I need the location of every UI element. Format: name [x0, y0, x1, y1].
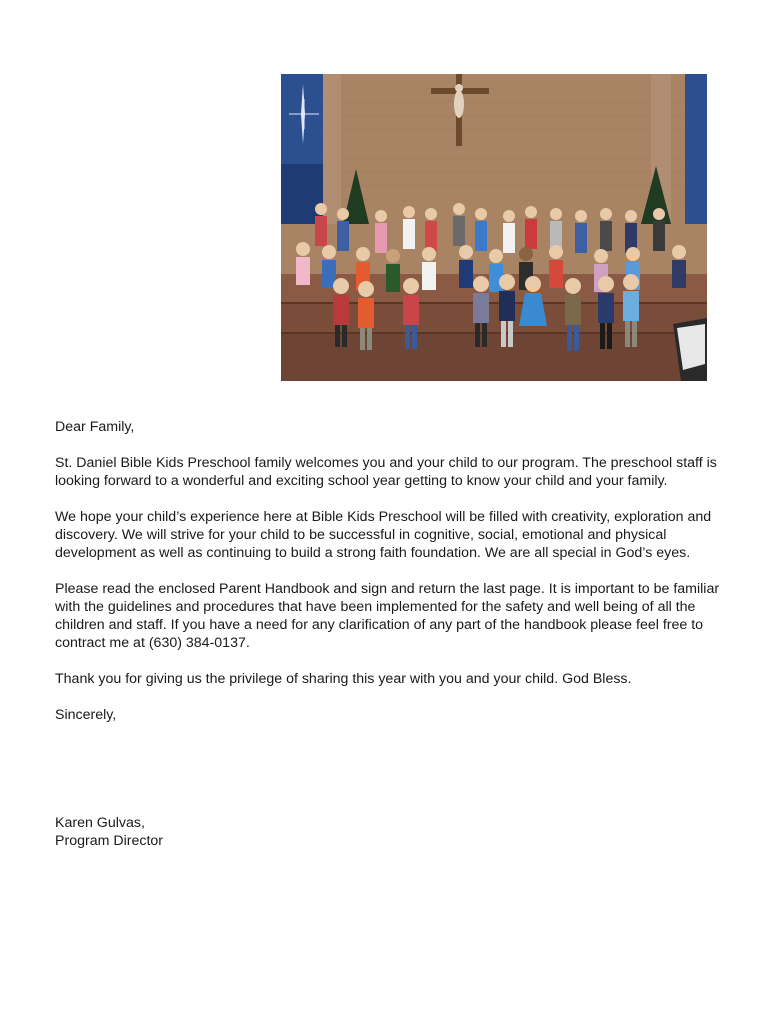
signer-name: Karen Gulvas,	[55, 815, 145, 831]
closing: Sincerely,	[55, 707, 117, 723]
greeting: Dear Family,	[55, 419, 135, 435]
paragraph-experience: We hope your child’s experience here at Bible Kids Preschool will be filled with creativity, exploration and discovery. We will strive for your child to be successful in cognitive, social, emotional and physical development as well as continuing to build a strong faith foundation. We are all special in God’s eyes.	[55, 509, 712, 561]
class-photo	[281, 74, 707, 381]
paragraph-handbook: Please read the enclosed Parent Handbook and sign and return the last page. It is important to be familiar with the guidelines and procedures that have been implemented for the safety and well being of all the children and staff. If you have a need for any clarification of any part of the handbook please feel free to contract me at (630) 384-0137.	[55, 581, 720, 651]
paragraph-thanks: Thank you for giving us the privilege of sharing this year with you and your child. God Bless.	[55, 671, 632, 687]
paragraph-welcome: St. Daniel Bible Kids Preschool family welcomes you and your child to our program. The preschool staff is looking forward to a wonderful and exciting school year getting to know your child and your family.	[55, 455, 717, 489]
signature-space	[55, 742, 720, 814]
class-photo-illustration	[281, 74, 707, 381]
letter-body	[55, 418, 720, 850]
signer-title: Program Director	[55, 833, 164, 849]
